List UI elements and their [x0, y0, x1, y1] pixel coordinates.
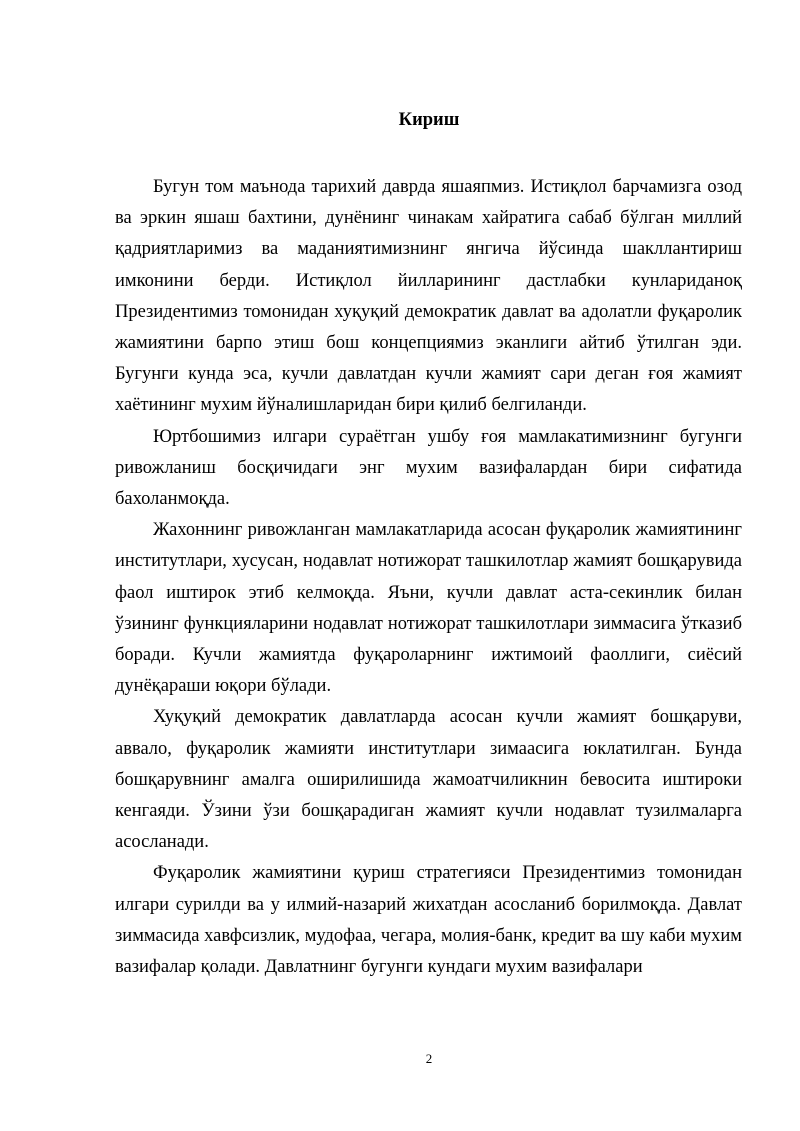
- paragraph-4: Хуқуқий демократик давлатларда асосан кучли жамият бошқаруви, аввало, фуқаролик жамияти институтлари зимаасига юклатилган. Бунда бошқарувнинг амалга оширилишида жамоатчиликнин бевосита иштироки кенгаяди. Ўзини ўзи бошқарадиган жамият кучли нодавлат тузилмаларга асосланади.: [115, 707, 742, 853]
- document-body: [115, 172, 742, 983]
- paragraph-1: Бугун том маънода тарихий даврда яшаяпмиз. Истиқлол барчамизга озод ва эркин яшаш бахтини, дунёнинг чинакам хайратига сабаб бўлган миллий қадриятларимиз ва маданиятимизнинг янгича йўсинда шакллантириш имконини берди. Истиқлол йилларининг дастлабки кунлариданоқ Президентимиз томонидан хуқуқий демократик давлат ва адолатли фуқаролик жамиятини барпо этиш бош концепциямиз эканлиги айтиб ўтилган эди. Бугунги кунда эса, кучли давлатдан кучли жамият сари деган ғоя жамият хаётининг мухим йўналишларидан бири қилиб белгиланди.: [115, 177, 742, 416]
- paragraph-2: Юртбошимиз илгари сураётган ушбу ғоя мамлакатимизнинг бугунги ривожланиш босқичидаги энг мухим вазифалардан бири сифатида бахоланмоқда.: [115, 426, 742, 510]
- page-number: 2: [425, 1051, 433, 1066]
- page-title: Кириш: [398, 110, 460, 130]
- paragraph-3: Жахоннинг ривожланган мамлакатларида асосан фуқаролик жамиятининг институтлари, хусусан, нодавлат нотижорат ташкилотлар жамият бошқарувида фаол иштирок этиб келмоқда. Яъни, кучли давлат аста-секинлик билан ўзининг функцияларини нодавлат нотижорат ташкилотлари зиммасига ўтказиб боради. Кучли жамиятда фуқароларнинг ижтимоий фаоллиги, сиёсий дунёқараши юқори бўлади.: [115, 520, 742, 697]
- paragraph-5: Фуқаролик жамиятини қуриш стратегияси Президентимиз томонидан илгари сурилди ва у илмий-назарий жихатдан асосланиб борилмоқда. Давлат зиммасида хавфсизлик, мудофаа, чегара, молия-банк, кредит ва шу каби мухим вазифалар қолади. Давлатнинг бугунги кундаги мухим вазифалари: [115, 863, 742, 978]
